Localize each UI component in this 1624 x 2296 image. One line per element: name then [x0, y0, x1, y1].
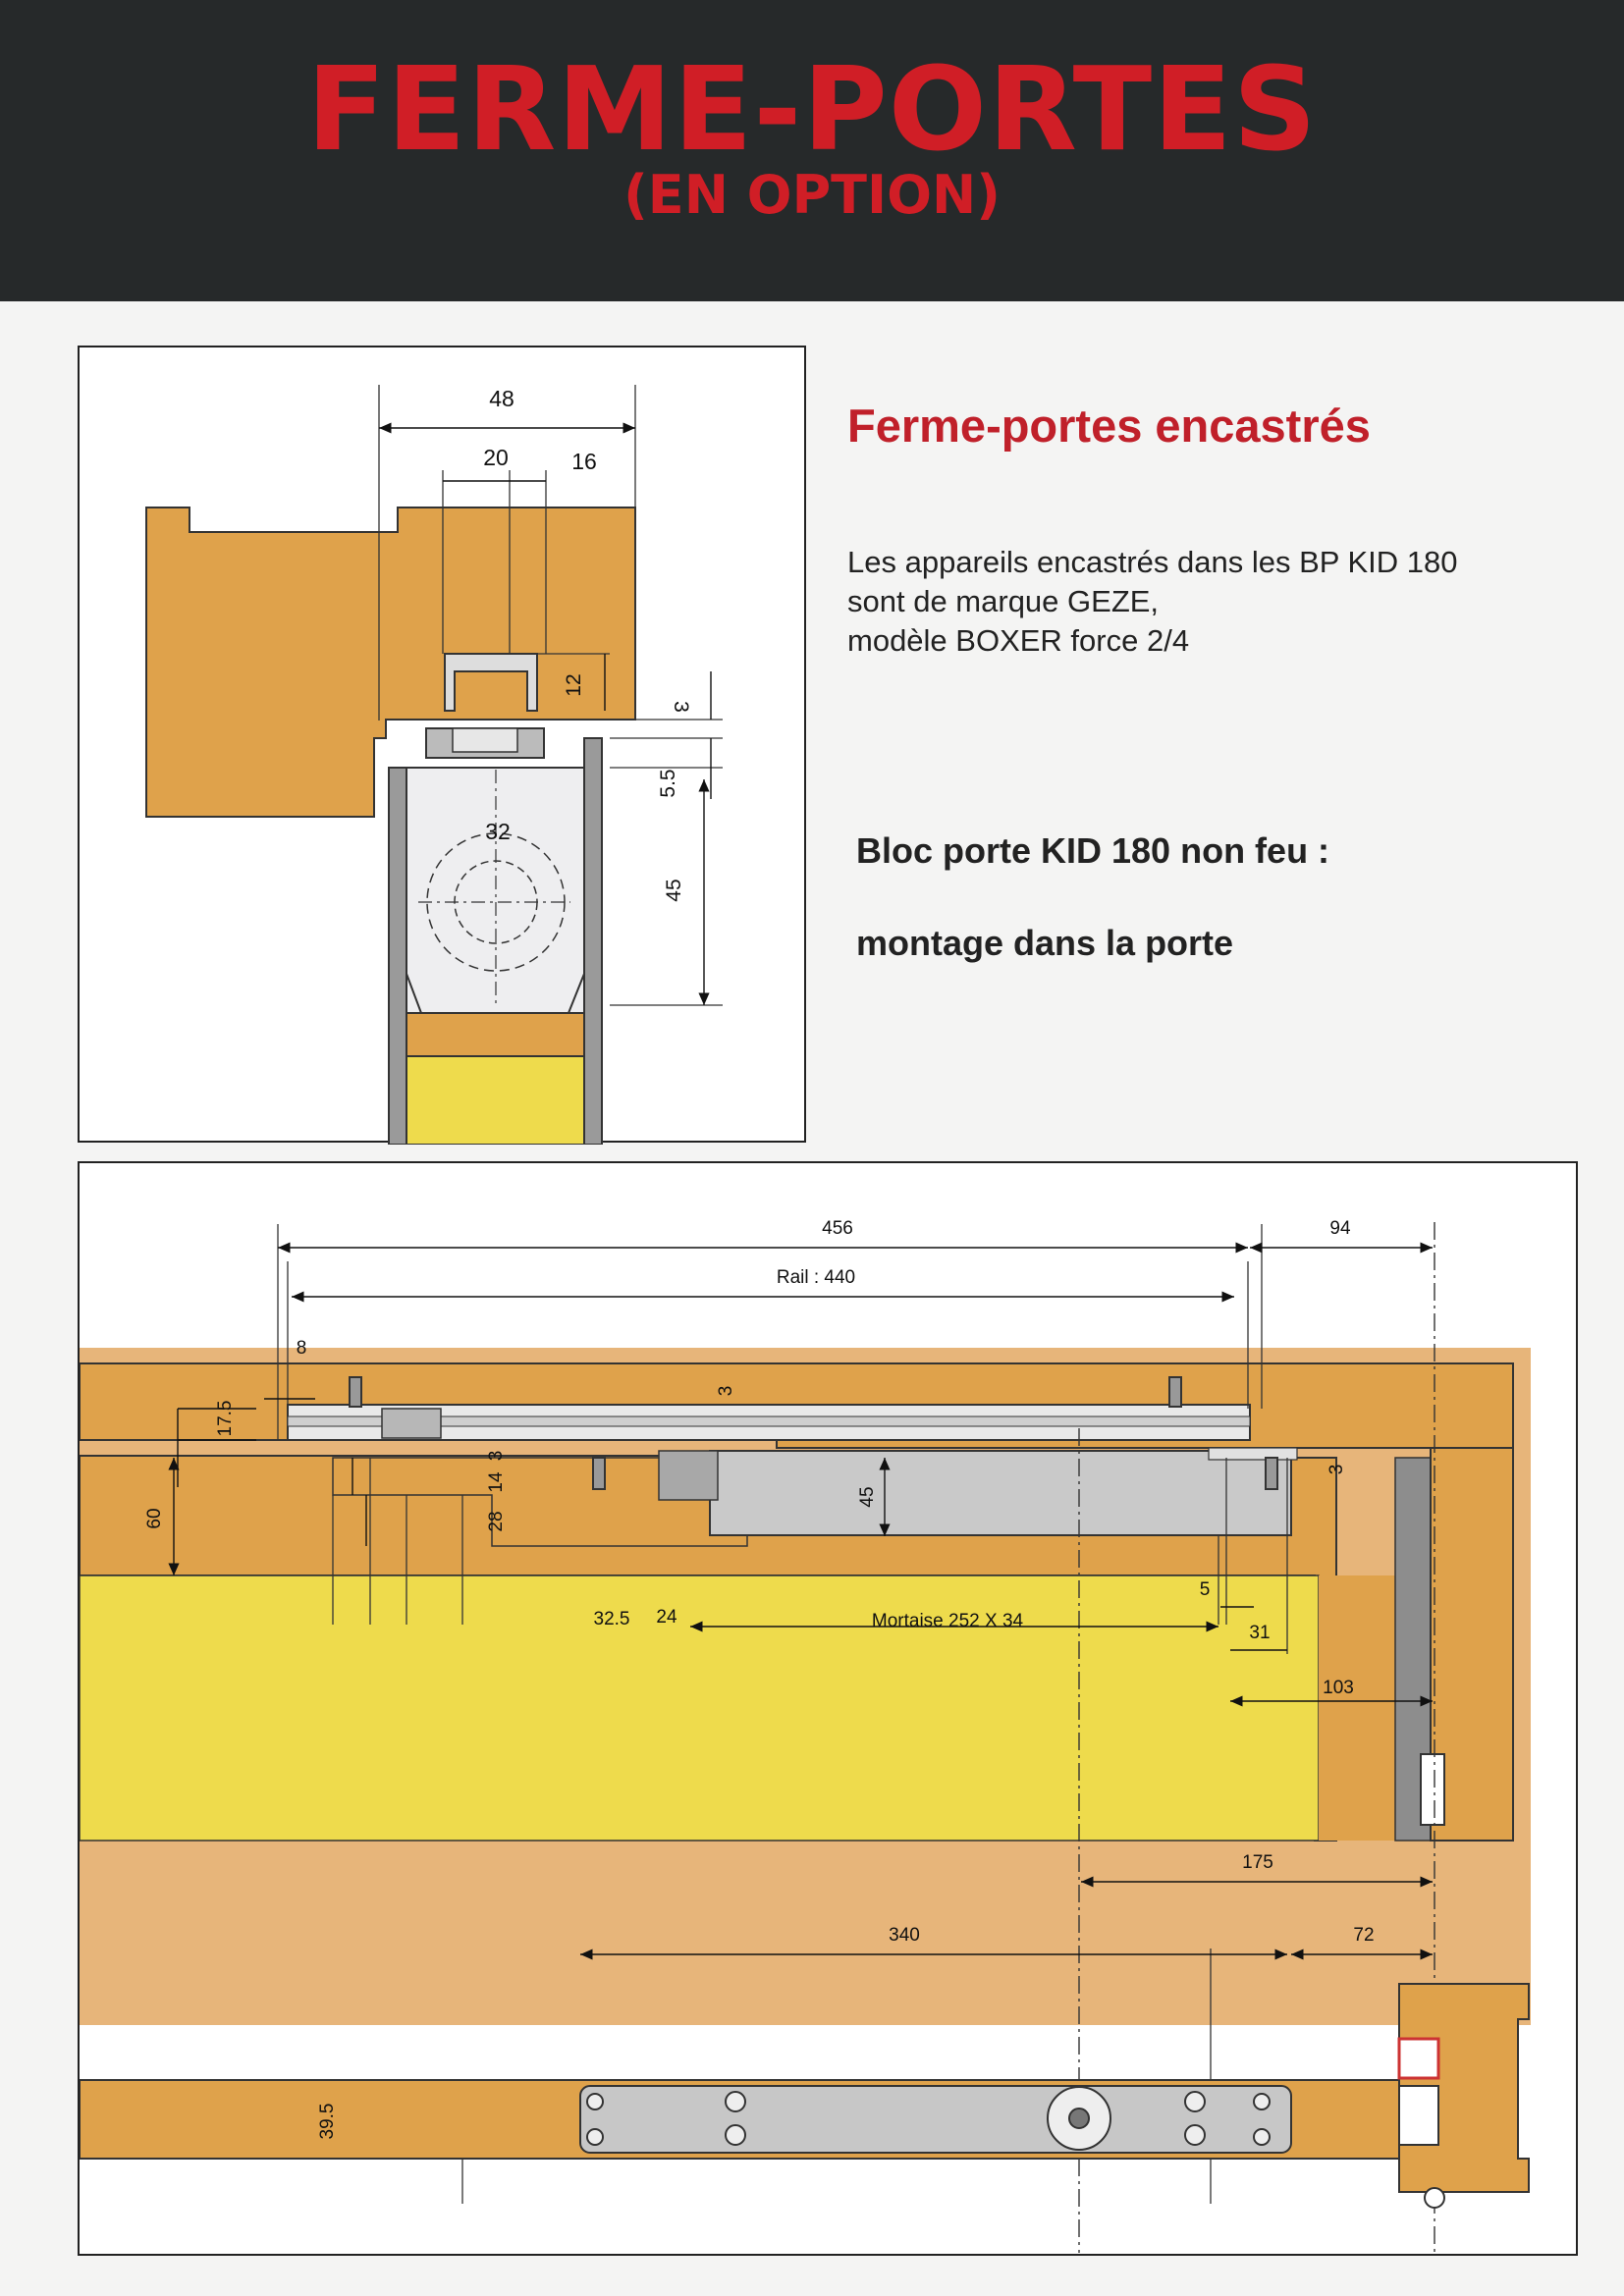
dim-45: 45: [857, 1486, 878, 1508]
foam-core: [406, 1056, 584, 1145]
top-section-drawing: [78, 346, 806, 1143]
dim-60: 60: [144, 1508, 165, 1529]
dim-12: 12: [563, 673, 585, 697]
dim-16: 16: [571, 449, 597, 474]
dim-3-upper: 3: [486, 1450, 507, 1462]
door-leaf-left: [389, 768, 406, 1145]
dim-28: 28: [486, 1511, 507, 1532]
dim-72: 72: [1353, 1925, 1375, 1946]
description-line: sont de marque GEZE,: [847, 584, 1160, 618]
dim-5: 5: [1199, 1579, 1211, 1600]
hinge: [1421, 1754, 1444, 1825]
description-line: Les appareils encastrés dans les BP KID 180: [847, 545, 1458, 579]
section-description: [847, 543, 1458, 661]
dim-5-5: 5.5: [657, 769, 679, 798]
dim-39-5: 39.5: [317, 2103, 338, 2140]
dim-48: 48: [489, 386, 514, 411]
dim-103: 103: [1323, 1678, 1354, 1698]
dim-14: 14: [486, 1471, 507, 1493]
door-leaf-right: [584, 738, 602, 1145]
dim-8: 8: [296, 1338, 307, 1359]
dim-17-5: 17.5: [215, 1400, 236, 1437]
description-line: modèle BOXER force 2/4: [847, 623, 1190, 658]
foam-core: [80, 1575, 1319, 1841]
dim-24: 24: [656, 1607, 677, 1628]
dim-456: 456: [822, 1218, 853, 1239]
header-banner: [0, 0, 1624, 301]
dim-3-rail: 3: [716, 1385, 736, 1397]
dim-175: 175: [1242, 1852, 1273, 1873]
page-subtitle: (EN OPTION): [623, 164, 1001, 226]
dim-32: 32: [485, 819, 511, 844]
dim-340: 340: [889, 1925, 920, 1946]
closer-arm-plate: [580, 2086, 1291, 2153]
dim-94: 94: [1329, 1218, 1351, 1239]
section-title: Ferme-portes encastrés: [847, 400, 1371, 452]
dim-31: 31: [1249, 1623, 1271, 1643]
dim-20: 20: [483, 445, 509, 470]
dim-45: 45: [663, 879, 685, 902]
bloc-title: Bloc porte KID 180 non feu :: [856, 830, 1330, 871]
rail-length: Rail : 440: [776, 1267, 856, 1288]
mortaise-label: Mortaise 252 X 34: [871, 1611, 1024, 1631]
bloc-subtitle: montage dans la porte: [856, 923, 1234, 963]
dim-3: 3: [670, 701, 692, 713]
dim-3-right: 3: [1326, 1464, 1347, 1475]
bottom-mounting-drawing: [78, 1161, 1578, 2256]
dim-32-5: 32.5: [593, 1609, 630, 1629]
page-title: FERME-PORTES: [306, 41, 1318, 177]
closer-body: [710, 1451, 1291, 1535]
